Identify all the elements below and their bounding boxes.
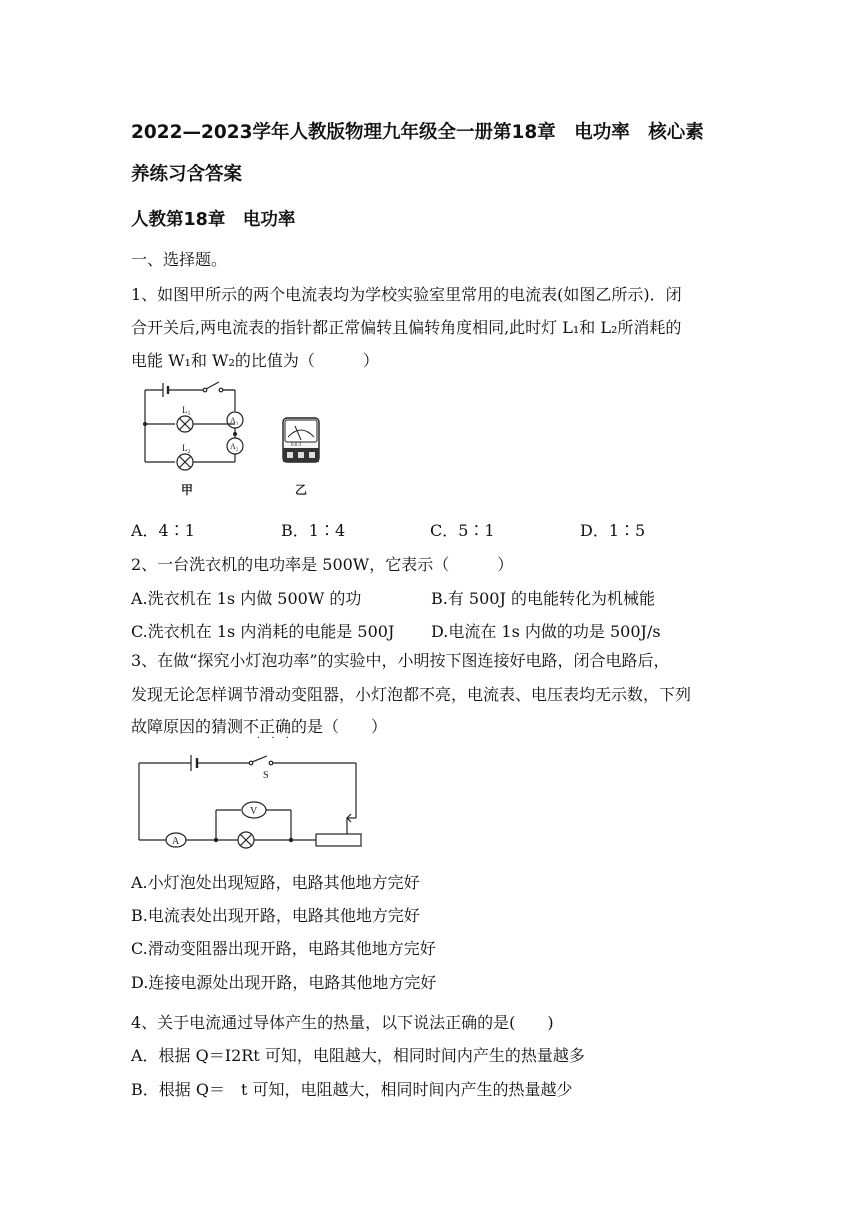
label-v: V bbox=[250, 806, 258, 817]
section-heading: 一、选择题。 bbox=[131, 250, 228, 269]
q3-stem-line-1: 3、在做“探究小灯泡功率”的实验中，小明按下图连接好电路，闭合电路后， bbox=[131, 651, 670, 670]
q2-option-b[interactable]: B.有 500J 的电能转化为机械能 bbox=[431, 589, 655, 608]
q1-option-d[interactable]: D．1∶5 bbox=[580, 521, 646, 540]
label-l2: L₂ bbox=[182, 443, 191, 453]
q1-option-c[interactable]: C．5∶1 bbox=[430, 521, 495, 540]
caption-yi: 乙 bbox=[295, 483, 308, 497]
q3-circuit-figure bbox=[131, 748, 371, 852]
label-l1: L₁ bbox=[182, 405, 191, 415]
q4-option-b[interactable]: B．根据 Q＝ t 可知，电阻越大，相同时间内产生的热量越少 bbox=[131, 1080, 573, 1099]
q3-option-d[interactable]: D.连接电源处出现开路，电路其他地方完好 bbox=[131, 973, 437, 992]
q2-option-c[interactable]: C.洗衣机在 1s 内消耗的电能是 500J bbox=[131, 622, 395, 641]
label-a1: A₁ bbox=[230, 416, 239, 425]
caption-jia: 甲 bbox=[181, 483, 194, 497]
meter-scale-label: 0.6 3 bbox=[291, 443, 301, 448]
q1-option-a[interactable]: A．4∶1 bbox=[131, 521, 195, 540]
q1-option-b[interactable]: B．1∶4 bbox=[281, 521, 346, 540]
q1-circuit-figure bbox=[135, 378, 335, 500]
q3-stem-line-3: 故障原因的猜测不正确的是（ ） bbox=[131, 717, 388, 736]
q4-stem: 4、关于电流通过导体产生的热量，以下说法正确的是( ) bbox=[131, 1013, 554, 1032]
label-s: S bbox=[263, 770, 269, 781]
q2-option-a[interactable]: A.洗衣机在 1s 内做 500W 的功 bbox=[131, 589, 362, 608]
q1-stem-line-3: 电能 W₁和 W₂的比值为（ ） bbox=[131, 351, 379, 370]
label-a2: A₂ bbox=[230, 442, 239, 451]
q2-option-d[interactable]: D.电流在 1s 内做的功是 500J/s bbox=[431, 622, 661, 641]
document-title-line-2: 养练习含答案 bbox=[131, 164, 243, 185]
chapter-heading: 人教第18章 电功率 bbox=[131, 210, 296, 230]
ammeter-icon bbox=[283, 418, 319, 462]
q2-stem: 2、一台洗衣机的电功率是 500W，它表示（ ） bbox=[131, 555, 514, 574]
document-title-line-1: 2022—2023学年人教版物理九年级全一册第18章 电功率 核心素 bbox=[131, 122, 704, 143]
q3-option-b[interactable]: B.电流表处出现开路，电路其他地方完好 bbox=[131, 906, 420, 925]
label-a: A bbox=[172, 836, 180, 847]
q4-option-a[interactable]: A．根据 Q＝I2Rt 可知，电阻越大，相同时间内产生的热量越多 bbox=[131, 1046, 585, 1065]
q1-stem-line-2: 合开关后,两电流表的指针都正常偏转且偏转角度相同,此时灯 L₁和 L₂所消耗的 bbox=[131, 318, 682, 337]
q3-option-c[interactable]: C.滑动变阻器出现开路，电路其他地方完好 bbox=[131, 939, 436, 958]
emphasis-dots: · · · bbox=[257, 733, 293, 744]
q3-stem-line-2: 发现无论怎样调节滑动变阻器，小灯泡都不亮，电流表、电压表均无示数，下列 bbox=[131, 685, 692, 704]
q1-stem-line-1: 1、如图甲所示的两个电流表均为学校实验室里常用的电流表(如图乙所示)．闭 bbox=[131, 285, 682, 304]
q3-option-a[interactable]: A.小灯泡处出现短路，电路其他地方完好 bbox=[131, 873, 420, 892]
